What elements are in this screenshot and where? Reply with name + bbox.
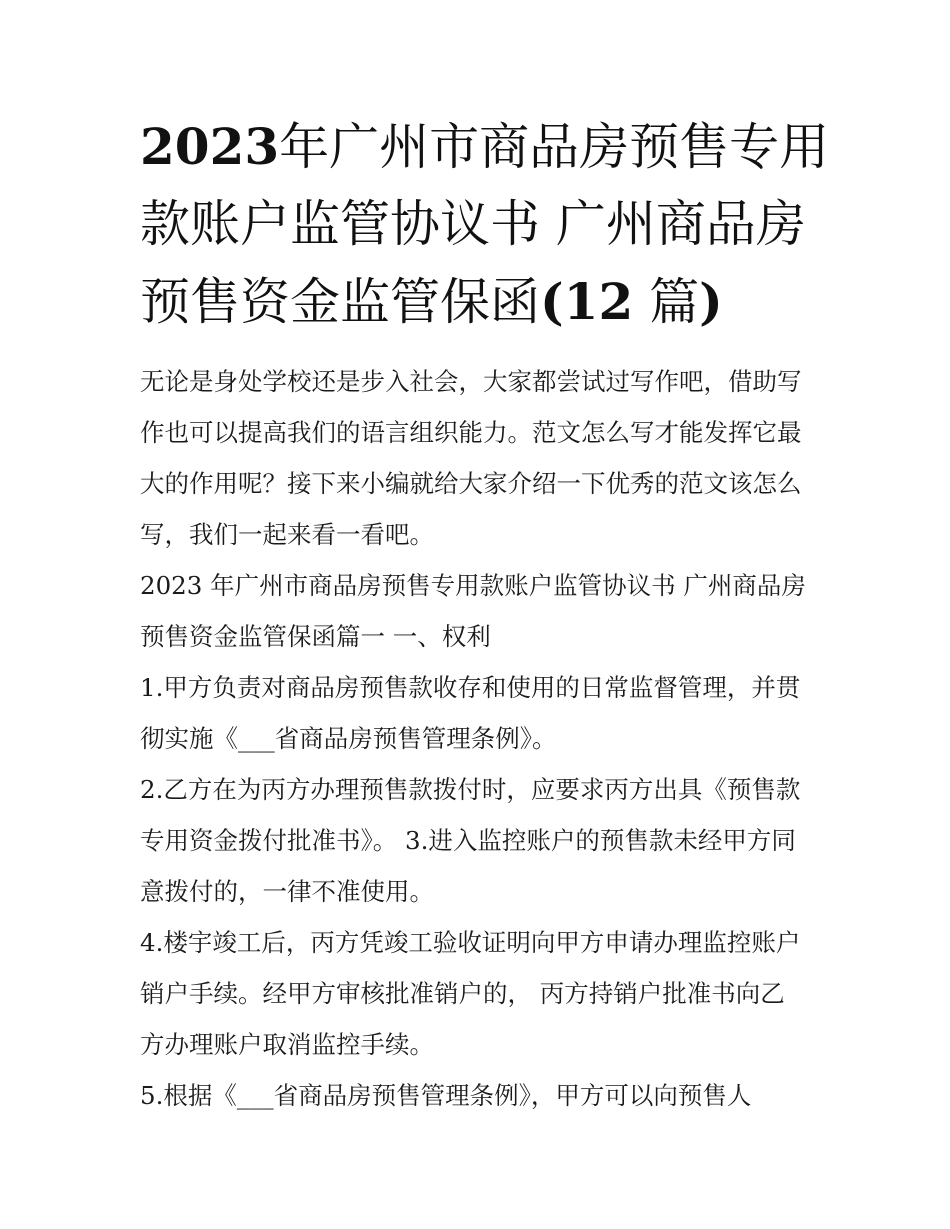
text-line: 专用资金拨付批准书》。 3.进入监控账户的预售款未经甲方同 xyxy=(140,826,796,855)
clause-4-paragraph xyxy=(140,917,820,1070)
text-line: 2023 年广州市商品房预售专用款账户监管协议书 广州商品房 xyxy=(140,571,806,600)
text-line: 2.乙方在为丙方办理预售款拨付时，应要求丙方出具《预售款 xyxy=(140,775,801,804)
intro-paragraph xyxy=(140,356,820,560)
document-title xyxy=(140,108,830,341)
text-line: 作也可以提高我们的语言组织能力。范文怎么写才能发挥它最 xyxy=(140,418,802,447)
title-line-1: 2023年广州市商品房预售专用 xyxy=(140,117,830,176)
title-line-3: 预售资金监管保函(12 篇) xyxy=(140,272,723,331)
text-line: 5.根据《___省商品房预售管理条例》，甲方可以向预售人 xyxy=(140,1081,752,1110)
text-line: 彻实施《___省商品房预售管理条例》。 xyxy=(140,724,557,753)
title-line-2: 款账户监管协议书 广州商品房 xyxy=(140,195,806,253)
text-line: 大的作用呢？接下来小编就给大家介绍一下优秀的范文该怎么 xyxy=(140,469,802,498)
text-line: 销户手续。经甲方审核批准销户的， 丙方持销户批准书向乙 xyxy=(140,979,785,1008)
clause-1-paragraph xyxy=(140,662,820,764)
clause-5-paragraph xyxy=(140,1070,820,1121)
clause-2-3-paragraph xyxy=(140,764,820,917)
text-line: 写，我们一起来看一看吧。 xyxy=(140,520,434,549)
text-line: 无论是身处学校还是步入社会，大家都尝试过写作吧，借助写 xyxy=(140,367,802,396)
text-line: 1.甲方负责对商品房预售款收存和使用的日常监督管理，并贯 xyxy=(140,673,801,702)
text-line: 方办理账户取消监控手续。 xyxy=(140,1030,434,1059)
text-line: 4.楼宇竣工后，丙方凭竣工验收证明向甲方申请办理监控账户 xyxy=(140,928,801,957)
section-heading-paragraph xyxy=(140,560,820,662)
text-line: 预售资金监管保函篇一 一、权利 xyxy=(140,622,491,651)
body-text xyxy=(140,356,820,1121)
text-line: 意拨付的，一律不准使用。 xyxy=(140,877,434,906)
